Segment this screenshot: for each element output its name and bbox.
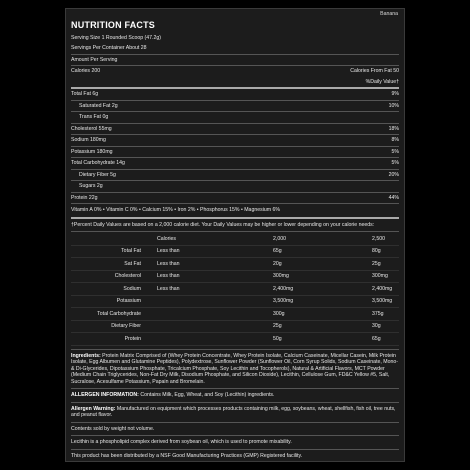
nutrient-row [71, 89, 399, 101]
dv-table-cell: Less than [149, 283, 271, 296]
dv-table-cell: 300mg [271, 270, 370, 283]
dv-table-cell: Potassium [71, 295, 149, 308]
nutrient-row [71, 112, 399, 124]
daily-value-reference-table [71, 233, 399, 346]
dv-table-cell: 2,400mg [271, 283, 370, 296]
nutrient-daily-value: 18% [388, 125, 399, 132]
dv-table-row [71, 283, 399, 296]
nutrition-facts-panel [65, 8, 405, 462]
calories: Calories 200 [71, 68, 101, 75]
dv-table-header [71, 233, 399, 245]
nutrient-row [71, 181, 399, 193]
allergen-block [71, 388, 399, 402]
amount-per-serving: Amount Per Serving [71, 56, 118, 63]
nutrient-label: Dietary Fiber 5g [79, 171, 116, 178]
gmp-note: This product has been distributed by a NSF Good Manufacturing Practices (GMP) Registered facility. [71, 449, 399, 463]
dv-table-cell: Less than [149, 245, 271, 258]
nutrient-row [71, 147, 399, 159]
nutrient-row [71, 135, 399, 147]
nutrient-label: Sugars 2g [79, 183, 103, 190]
ingredients-text: Protein Matrix Comprised of (Whey Protein Concentrate, Whey Protein Isolate, Calcium Caseinate, Micellar Casein, Milk Protein Isolate, Egg Albumen and Glutamine Peptides), Polydextrose, Sunflower Powder (Sunflower Oil, Corn Syrup Solids, Sodium Caseinate, Mono- & Di-Glycerides, Dipotassium Phosphate, Tricalcium Phosphate, Soy Lecithin and Tocopherols), Natural & Artificial Flavors, MCT Powder (Medium Chain Triglycerides, Non-Fat Dry Milk, Disodium Phosphate, and Silicon Dioxide), Lecithin, Cellulose Gum, FD&C Yellow #5, Salt, Sucralose, Acesulfame Potassium, Papain and Bromelain. [71, 352, 398, 385]
nutrient-label: Total Fat 6g [71, 91, 99, 98]
nutrient-label: Saturated Fat 2g [79, 102, 118, 109]
dv-table-cell: 300mg [370, 270, 399, 283]
dv-table-row [71, 270, 399, 283]
ingredients-label: Ingredients: [71, 352, 101, 359]
warning-text: Manufactured on equipment which processes products containing milk, egg, soybeans, wheat, shellfish, fish oil, tree nuts, and peanut flavor. [71, 405, 396, 419]
nutrient-daily-value: 5% [391, 160, 399, 167]
dv-table-cell: 65g [271, 245, 370, 258]
dv-table-cell: Dietary Fiber [71, 320, 149, 333]
nutrient-row [71, 158, 399, 170]
dv-table-cell: Less than [149, 258, 271, 271]
dv-table-cell: 2,000 [271, 233, 370, 245]
panel-title: NUTRITION FACTS [71, 19, 155, 30]
dv-table-cell: 2,400mg [370, 283, 399, 296]
dv-table-cell [149, 333, 271, 346]
dv-table-cell: 3,500mg [370, 295, 399, 308]
dv-table-cell [71, 233, 149, 245]
dv-table-cell: Total Fat [71, 245, 149, 258]
nutrient-label: Potassium 180mg [71, 148, 113, 155]
dv-table-cell: 3,500mg [271, 295, 370, 308]
nutrient-row [71, 124, 399, 136]
ingredients-block [71, 349, 399, 389]
dv-table-row [71, 258, 399, 271]
dv-table-row [71, 308, 399, 321]
warning-label: Allergen Warning: [71, 405, 116, 412]
daily-value-header-row [71, 77, 399, 90]
dv-table-cell: 300g [271, 308, 370, 321]
daily-value-header: %Daily Value† [365, 78, 399, 85]
nutrient-daily-value: 9% [391, 91, 399, 98]
daily-value-footnote: †Percent Daily Values are based on a 2,000 calorie diet. Your Daily Values may be higher or lower depending on your calorie needs: [71, 219, 399, 233]
lecithin-note: Lecithin is a phospholipid complex derived from soybean oil, which is used to promote mixability. [71, 435, 399, 449]
servings-per-container: Servings Per Container About 28 [71, 45, 147, 52]
amount-per-serving-row [71, 55, 399, 67]
dv-table-cell: 50g [271, 333, 370, 346]
dv-table-cell: Less than [149, 270, 271, 283]
dv-table-cell: 375g [370, 308, 399, 321]
weight-note: Contents sold by weight not volume. [71, 422, 399, 436]
nutrient-row [71, 193, 399, 205]
nutrient-row [71, 170, 399, 182]
servings-per-container-row [71, 43, 399, 55]
dv-table-cell: 65g [370, 333, 399, 346]
nutrient-label: Sodium 180mg [71, 137, 106, 144]
nutrient-daily-value: 10% [388, 102, 399, 109]
nutrient-daily-value: 44% [388, 194, 399, 201]
flavor-label: Banana [380, 11, 398, 17]
vitamins-line: Vitamin A 0% • Vitamin C 0% • Calcium 15% • Iron 2% • Phosphorus 15% • Magnesium 6% [71, 204, 399, 219]
nutrient-daily-value: 8% [391, 137, 399, 144]
nutrient-daily-value: 5% [391, 148, 399, 155]
nutrient-label: Trans Fat 0g [79, 114, 109, 121]
warning-block [71, 402, 399, 422]
dv-table-cell: Calories [149, 233, 271, 245]
dv-table-row [71, 320, 399, 333]
allergen-label: ALLERGEN INFORMATION: [71, 392, 139, 399]
dv-table-cell [149, 308, 271, 321]
dv-table-cell: Sodium [71, 283, 149, 296]
dv-table-cell: Sat Fat [71, 258, 149, 271]
dv-table-cell: Total Carbohydrate [71, 308, 149, 321]
nutrient-row [71, 101, 399, 113]
dv-table-cell: 80g [370, 245, 399, 258]
dv-table-row [71, 245, 399, 258]
calories-row [71, 66, 399, 77]
dv-table-cell: 2,500 [370, 233, 399, 245]
allergen-text: Contains Milk, Egg, Wheat, and Soy (Lecithin) ingredients. [138, 392, 275, 399]
nutrient-label: Protein 22g [71, 194, 98, 201]
nutrient-label: Cholesterol 55mg [71, 125, 112, 132]
dv-table-cell: 30g [370, 320, 399, 333]
nutrient-label: Total Carbohydrate 14g [71, 160, 125, 167]
dv-table-cell: Cholesterol [71, 270, 149, 283]
dv-table-cell: 25g [271, 320, 370, 333]
dv-table-cell: 25g [370, 258, 399, 271]
dv-table-cell: 20g [271, 258, 370, 271]
nutrient-daily-value: 20% [388, 171, 399, 178]
calories-from-fat: Calories From Fat 50 [350, 68, 399, 75]
serving-size: Serving Size 1 Rounded Scoop (47.2g) [71, 34, 161, 41]
dv-table-cell [149, 295, 271, 308]
dv-table-row [71, 333, 399, 346]
nutrient-list [71, 89, 399, 204]
dv-table-cell: Protein [71, 333, 149, 346]
dv-table-row [71, 295, 399, 308]
dv-table-cell [149, 320, 271, 333]
